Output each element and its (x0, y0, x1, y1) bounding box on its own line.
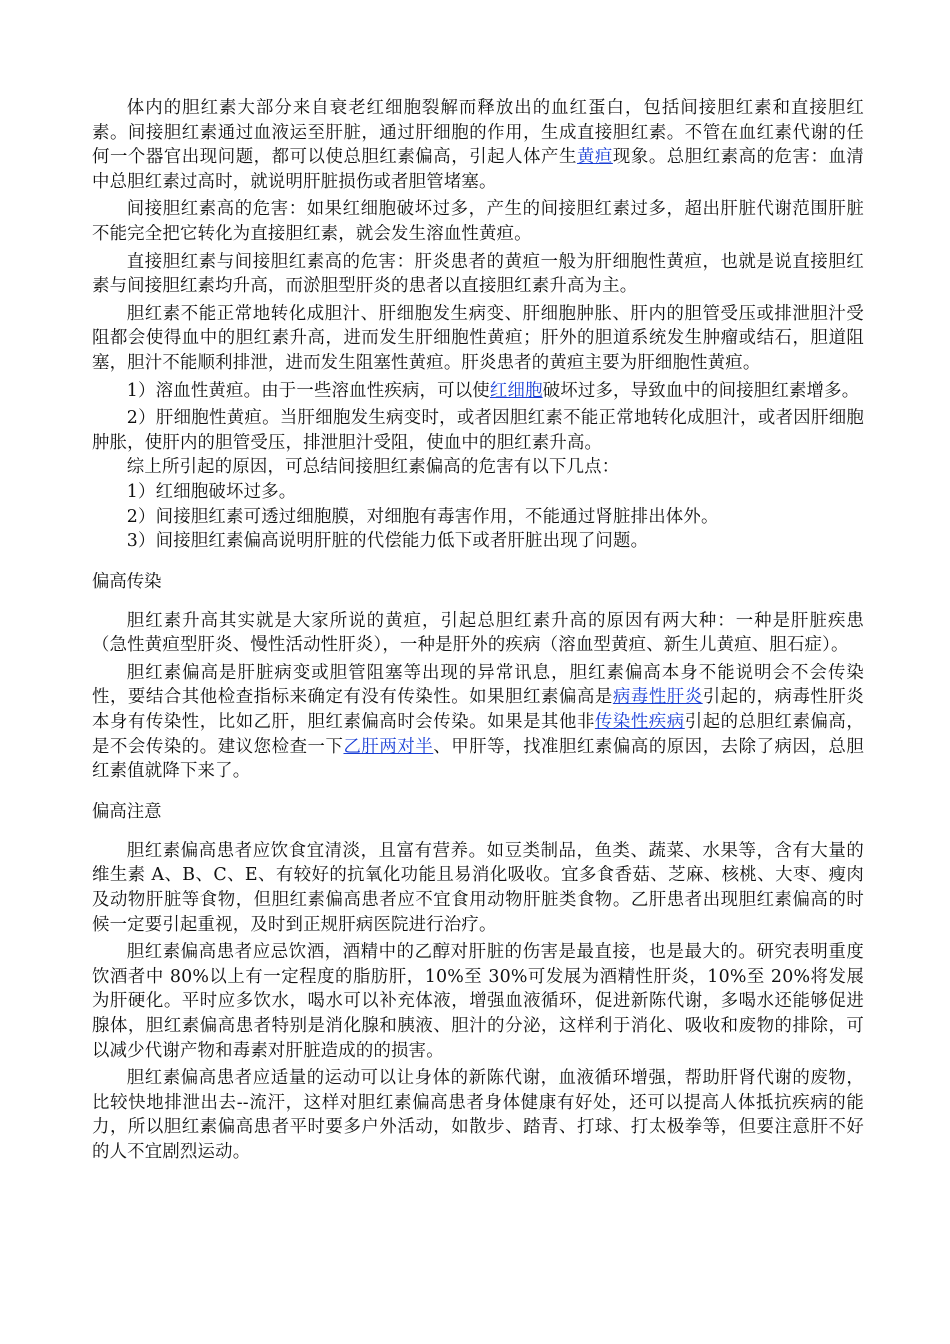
text-run: 1）溶血性黄疸。由于一些溶血性疾病，可以使 (126, 380, 490, 401)
link-hepatitis-b-test[interactable]: 乙肝两对半 (343, 736, 434, 757)
list-item-2: 2）间接胆红素可透过细胞膜，对细胞有毒害作用，不能通过肾脏排出体外。 (126, 506, 719, 527)
intro-paragraph-2: 间接胆红素高的危害：如果红细胞破坏过多，产生的间接胆红素过多，超出肝脏代谢范围肝脏不能完全把它转化为直接胆红素，就会发生溶血性黄疸。 (92, 199, 864, 244)
intro-paragraph-5 (92, 379, 864, 404)
intro-paragraph-4: 胆红素不能正常地转化成胆汁、肝细胞发生病变、肝细胞肿胀、肝内的胆管受压或排泄胆汁受阻都会使得血中的胆红素升高，进而发生肝细胞性黄疸；肝外的胆道系统发生肿瘤或结石，胆道阻塞，胆汁不能顺利排泄，进而发生阻塞性黄疸。肝炎患者的黄疸主要为肝细胞性黄疸。 (92, 303, 864, 373)
spread-paragraph-2 (92, 661, 864, 784)
intro-paragraph-7: 综上所引起的原因，可总结间接胆红素偏高的危害有以下几点： (126, 457, 620, 478)
list-item-1: 1）红细胞破坏过多。 (126, 481, 297, 502)
notes-paragraph-2: 胆红素偏高患者应忌饮酒，酒精中的乙醇对肝脏的伤害是最直接，也是最大的。研究表明重度饮酒者中 80%以上有一定程度的脂肪肝，10%至 30%可发展为酒精性肝炎，10%至 20%将发展为肝硬化。平时应多饮水，喝水可以补充体液，增强血液循环，促进新陈代谢，多喝水还能够促进腺体，胆红素偏高患者特别是消化腺和胰液、胆汁的分泌，这样利于消化、吸收和废物的排除，可以减少代谢产物和毒素对肝脏造成的的损害。 (92, 942, 864, 1061)
notes-paragraph-3: 胆红素偏高患者应适量的运动可以让身体的新陈代谢，血液循环增强，帮助肝肾代谢的废物，比较快地排泄出去--流汗，这样对胆红素偏高患者身体健康有好处，还可以提高人体抵抗疾病的能力，所以胆红素偏高患者平时要多户外活动，如散步、踏青、打球、打太极拳等，但要注意肝不好的人不宜剧烈运动。 (92, 1068, 864, 1162)
link-infectious-disease[interactable]: 传染性疾病 (594, 712, 685, 733)
text-run: 胆红素偏高是肝脏病变或胆管阻塞等出现的异常讯息，胆红素偏高本身不能说明会不会传染性，要结合其他检查指标来确定有没有传染性。如果胆红素偏高是 (92, 662, 864, 708)
list-item-3: 3）间接胆红素偏高说明肝脏的代偿能力低下或者肝脏出现了问题。 (126, 531, 649, 552)
notes-paragraph-1: 胆红素偏高患者应饮食宜清淡，且富有营养。如豆类制品，鱼类、蔬菜、水果等，含有大量的维生素 A、B、C、E、有较好的抗氧化功能且易消化吸收。宜多食香菇、芝麻、核桃、大枣、瘦肉及动物肝脏等食物，但胆红素偏高患者应不宜食用动物肝脏类食物。乙肝患者出现胆红素偏高的时候一定要引起重视，及时到正规肝病医院进行治疗。 (92, 840, 864, 935)
intro-paragraph-6: 2）肝细胞性黄疸。当肝细胞发生病变时，或者因胆红素不能正常地转化成胆汁，或者因肝细胞肿胀，使肝内的胆管受压，排泄胆汁受阻，使血中的胆红素升高。 (92, 408, 864, 453)
text-run: 引起的，病毒性肝炎本身有传染性，比如乙肝，胆红素偏高时会传染。如果是其他非 (92, 687, 864, 733)
intro-paragraph-3: 直接胆红素与间接胆红素高的危害：肝炎患者的黄疸一般为肝细胞性黄疸，也就是说直接胆红素与间接胆红素均升高，而淤胆型肝炎的患者以直接胆红素升高为主。 (92, 251, 864, 297)
text-run: 破坏过多，导致血中的间接胆红素增多。 (542, 380, 860, 401)
section-heading-spread: 偏高传染 (92, 571, 162, 592)
link-jaundice[interactable]: 黄疸 (576, 147, 613, 168)
text-run: 体内的胆红素大部分来自衰老红细胞裂解而释放出的血红蛋白，包括间接胆红素和直接胆红素。间接胆红素通过血液运至肝脏，通过肝细胞的作用，生成直接胆红素。不管在血红素代谢的任何一个器官出现问题，都可以使总胆红素偏高，引起人体产生 (92, 98, 864, 168)
intro-paragraph-1 (92, 96, 864, 194)
link-viral-hepatitis[interactable]: 病毒性肝炎 (612, 687, 703, 708)
section-heading-notes: 偏高注意 (92, 801, 162, 822)
text-run: 现象。总胆红素高的危害：血清中总胆红素过高时，就说明肝脏损伤或者胆管堵塞。 (92, 147, 864, 192)
text-run: 、甲肝等，找准胆红素偏高的原因，去除了病因，总胆红素值就降下来了。 (92, 736, 864, 782)
link-red-blood-cell[interactable]: 红细胞 (489, 380, 543, 401)
text-run: 引起的总胆红素偏高，是不会传染的。建议您检查一下 (92, 712, 864, 757)
spread-paragraph-1: 胆红素升高其实就是大家所说的黄疸，引起总胆红素升高的原因有两大种：一种是肝脏疾患（急性黄疸型肝炎、慢性活动性肝炎），一种是肝外的疾病（溶血型黄疸、新生儿黄疸、胆石症）。 (92, 610, 864, 656)
